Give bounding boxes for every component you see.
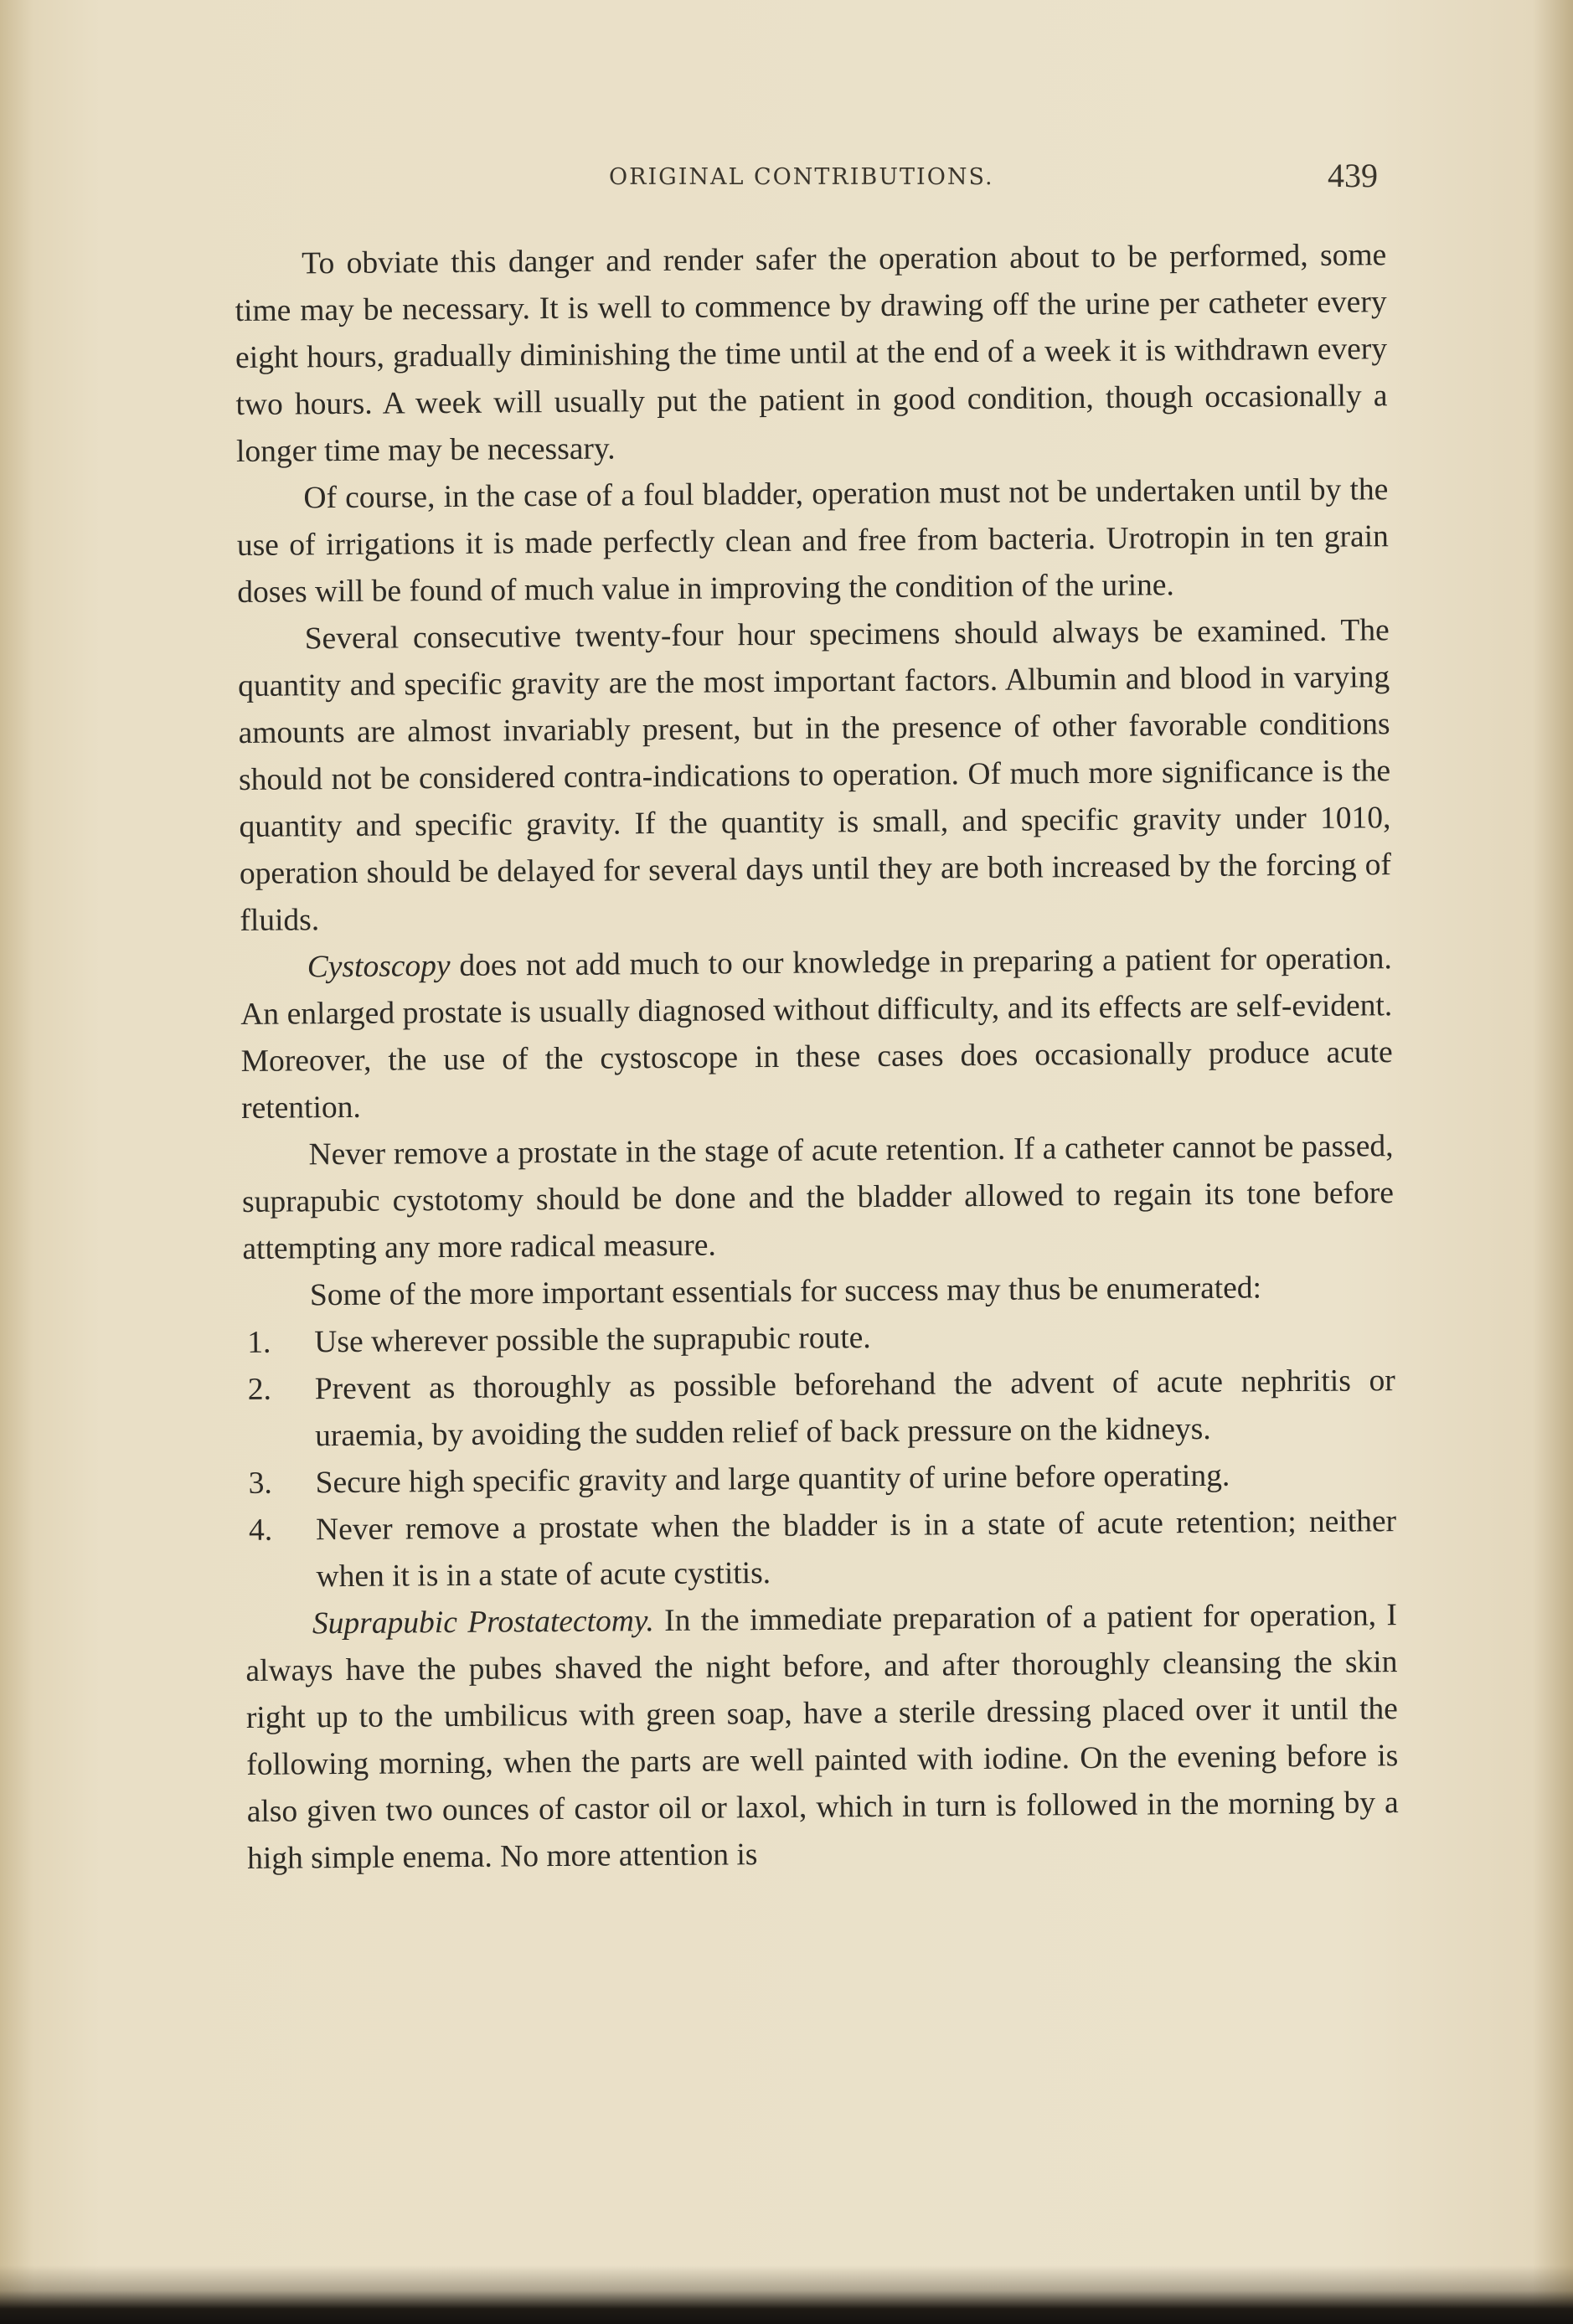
paragraph-5: Never remove a prostate in the stage of acute retention. If a catheter cannot be passed, suprapubic cystotomy should be done and the bladder allowed to regain its tone before attempting any more radical measure. [241,1129,1395,1266]
list-item [245,1498,1397,1601]
cystoscopy-heading: Cystoscopy [307,949,451,985]
list-text: Use wherever possible the suprapubic route. [314,1321,871,1360]
paragraph-1: To obviate this danger and render safer the operation about to be performed, some time may be necessary. It is well to commence by drawing off the urine per catheter every eight hours, gradually diminishing the time until at the end of a week it is withdrawn every two hours. A week will usually put the patient in good condition, though occasionally a longer time may be necessary. [235,238,1388,469]
list-text: Never remove a prostate when the bladder is in a state of acute retention; neither when it is in a state of acute cystitis. [315,1504,1397,1595]
paragraph-2: Of course, in the case of a foul bladder, operation must not be undertaken until by the use of irrigations it is made perfectly clean and free from bacteria. Urotropin in ten grain doses will be found of much value in improving the condition of the urine. [236,472,1389,610]
paragraph-4 [240,935,1394,1132]
list-number: 3. [248,1466,272,1501]
paragraph-3: Several consecutive twenty-four hour specimens should always be examined. The quantity and specific gravity are the most important factors. Albumin and blood in varying amounts are almost invariably present, but in the presence of other favorable conditions should not be considered contra-indications to operation. Of much more significance is the quantity and specific gravity. If the quantity is small, and specific gravity under 1010, operation should be delayed for several days until they are both increased by the forcing of fluids. [238,613,1392,938]
list-text: Secure high specific gravity and large quantity of urine before operating. [315,1458,1230,1501]
essentials-list [243,1311,1397,1601]
page-bottom-edge [0,2265,1573,2324]
paragraph-6: Some of the more important essentials for success may thus be enumerated: [309,1270,1262,1313]
running-head: ORIGINAL CONTRIBUTIONS. [609,164,994,190]
paragraph-7 [245,1592,1400,1883]
list-number: 1. [247,1325,271,1360]
list-number: 2. [247,1372,272,1407]
page-number: 439 [1328,157,1378,194]
paragraph-7-text: In the immediate preparation of a patient for operation, I always have the pubes shaved the night before, and after thoroughly cleansing the skin right up to the umbilicus with green soap, have a sterile dressing placed over it until the following morning, when the parts are well painted with iodine. On the evening before is also given two ounces of castor oil or laxol, which in turn is followed in the morning by a high simple enema. No more attention is [245,1598,1399,1876]
paragraph-4-text: does not add much to our knowledge in preparing a patient for operation. An enlarged prostate is usually diagnosed without difficulty, and its effects are self-evident. Moreover, the use of the cystoscope in these cases does occasionally produce acute retention. [240,941,1393,1126]
suprapubic-prostatectomy-heading: Suprapubic Prostatectomy. [312,1604,654,1641]
body-text [235,232,1399,1883]
list-text: Prevent as thoroughly as possible beforehand the advent of acute nephritis or uraemia, by avoiding the sudden relief of back pressure on the kidneys. [314,1363,1395,1454]
list-item [244,1358,1396,1461]
list-number: 4. [248,1512,273,1548]
